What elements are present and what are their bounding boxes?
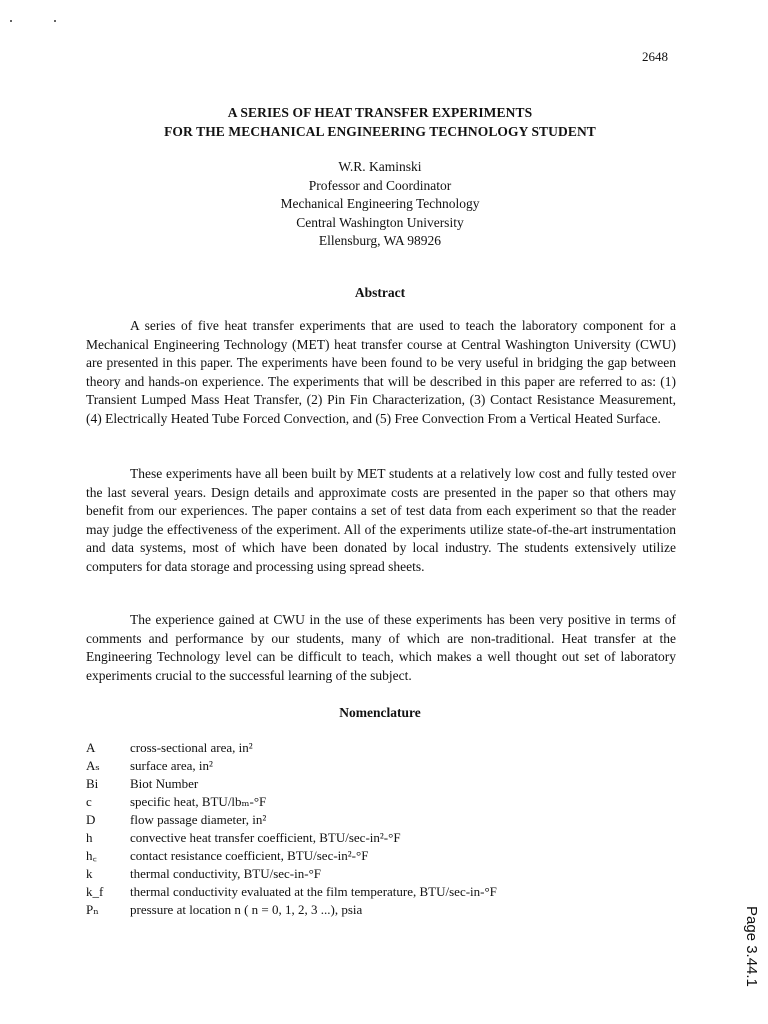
author-location: Ellensburg, WA 98926 bbox=[318, 233, 442, 248]
nomenclature-definition: surface area, in² bbox=[130, 758, 213, 773]
nomenclature-row bbox=[86, 865, 686, 883]
paragraph-text: A series of five heat transfer experiments that are used to teach the laboratory component for a Mechanical Engineering Technology (MET) heat transfer course at Central Washington University (CWU) are presented in this paper. The experiments have been found to be very useful in bridging the gap between theory and hands-on experience. The experiments that will be described in this paper are referred to as: (1) Transient Lumped Mass Heat Transfer, (2) Pin Fin Characterization, (3) Contact Resistance Measurement, (4) Electrically Heated Tube Forced Convection, and (5) Free Convection From a Vertical Heated Surface. bbox=[86, 318, 676, 426]
nomenclature-definition: specific heat, BTU/lbₘ-°F bbox=[130, 794, 267, 809]
nomenclature-definition: flow passage diameter, in² bbox=[130, 812, 267, 827]
nomenclature-row bbox=[86, 883, 686, 901]
abstract-paragraph-1 bbox=[86, 317, 676, 428]
nomenclature-row bbox=[86, 901, 686, 919]
nomenclature-row bbox=[86, 757, 686, 775]
author-department: Mechanical Engineering Technology bbox=[280, 196, 480, 211]
nomenclature-definition: thermal conductivity, BTU/sec-in-°F bbox=[130, 866, 322, 881]
page-side-label: Page 3.44.1 bbox=[743, 906, 760, 987]
author-block bbox=[0, 158, 760, 251]
nomenclature-symbol: Bi bbox=[86, 776, 99, 791]
abstract-heading: Abstract bbox=[354, 285, 406, 300]
paragraph-text: These experiments have all been built by MET students at a relatively low cost and fully tested over the last several years. Design details and approximate costs are presented in the paper so that others may benefit from our experiences. The paper contains a set of test data from each experiment so that the reader may judge the effectiveness of the experiment. All of the experiments utilize state-of-the-art instrumentation and data systems, most of which have been donated by local industry. The students extensively utilize computers for data storage and processing using spread sheets. bbox=[86, 466, 676, 574]
nomenclature-row bbox=[86, 793, 686, 811]
abstract-paragraph-2 bbox=[86, 465, 676, 576]
nomenclature-symbol: A bbox=[86, 740, 96, 755]
nomenclature-row bbox=[86, 739, 686, 757]
abstract-paragraph-3 bbox=[86, 611, 676, 685]
nomenclature-row bbox=[86, 829, 686, 847]
nomenclature-symbol: h꜀ bbox=[86, 848, 97, 863]
nomenclature-list bbox=[86, 739, 686, 919]
scan-speck bbox=[10, 20, 12, 22]
nomenclature-heading: Nomenclature bbox=[339, 705, 421, 720]
author-university: Central Washington University bbox=[296, 214, 464, 230]
nomenclature-symbol: Aₛ bbox=[86, 758, 100, 773]
author-name: W.R. Kaminski bbox=[338, 159, 422, 174]
nomenclature-definition: contact resistance coefficient, BTU/sec-in²-°F bbox=[130, 848, 369, 863]
nomenclature-definition: thermal conductivity evaluated at the film temperature, BTU/sec-in-°F bbox=[130, 884, 497, 899]
nomenclature-definition: Biot Number bbox=[130, 776, 199, 791]
page-number: 2648 bbox=[642, 49, 668, 64]
nomenclature-definition: convective heat transfer coefficient, BTU/sec-in²-°F bbox=[130, 830, 401, 845]
nomenclature-row bbox=[86, 775, 686, 793]
nomenclature-symbol: Pₙ bbox=[86, 902, 99, 917]
nomenclature-symbol: k bbox=[86, 866, 93, 881]
nomenclature-symbol: h bbox=[86, 830, 93, 845]
nomenclature-row bbox=[86, 847, 686, 865]
nomenclature-symbol: c bbox=[86, 794, 92, 809]
author-position: Professor and Coordinator bbox=[308, 177, 452, 193]
nomenclature-row bbox=[86, 811, 686, 829]
title-line: A SERIES OF HEAT TRANSFER EXPERIMENTS bbox=[227, 105, 533, 120]
scan-speck bbox=[54, 20, 56, 22]
nomenclature-symbol: k_f bbox=[86, 884, 104, 899]
nomenclature-definition: pressure at location n ( n = 0, 1, 2, 3 ...), psia bbox=[130, 902, 363, 917]
paper-title bbox=[0, 103, 760, 141]
nomenclature-symbol: D bbox=[86, 812, 96, 827]
title-line: FOR THE MECHANICAL ENGINEERING TECHNOLOGY STUDENT bbox=[164, 124, 596, 139]
paragraph-text: The experience gained at CWU in the use of these experiments has been very positive in terms of comments and performance by our students, many of which are non-traditional. Heat transfer at the Engineering Technology level can be difficult to teach, which makes a well thought out set of laboratory experiments crucial to the successful learning of the subject. bbox=[86, 612, 676, 683]
nomenclature-definition: cross-sectional area, in² bbox=[130, 740, 253, 755]
